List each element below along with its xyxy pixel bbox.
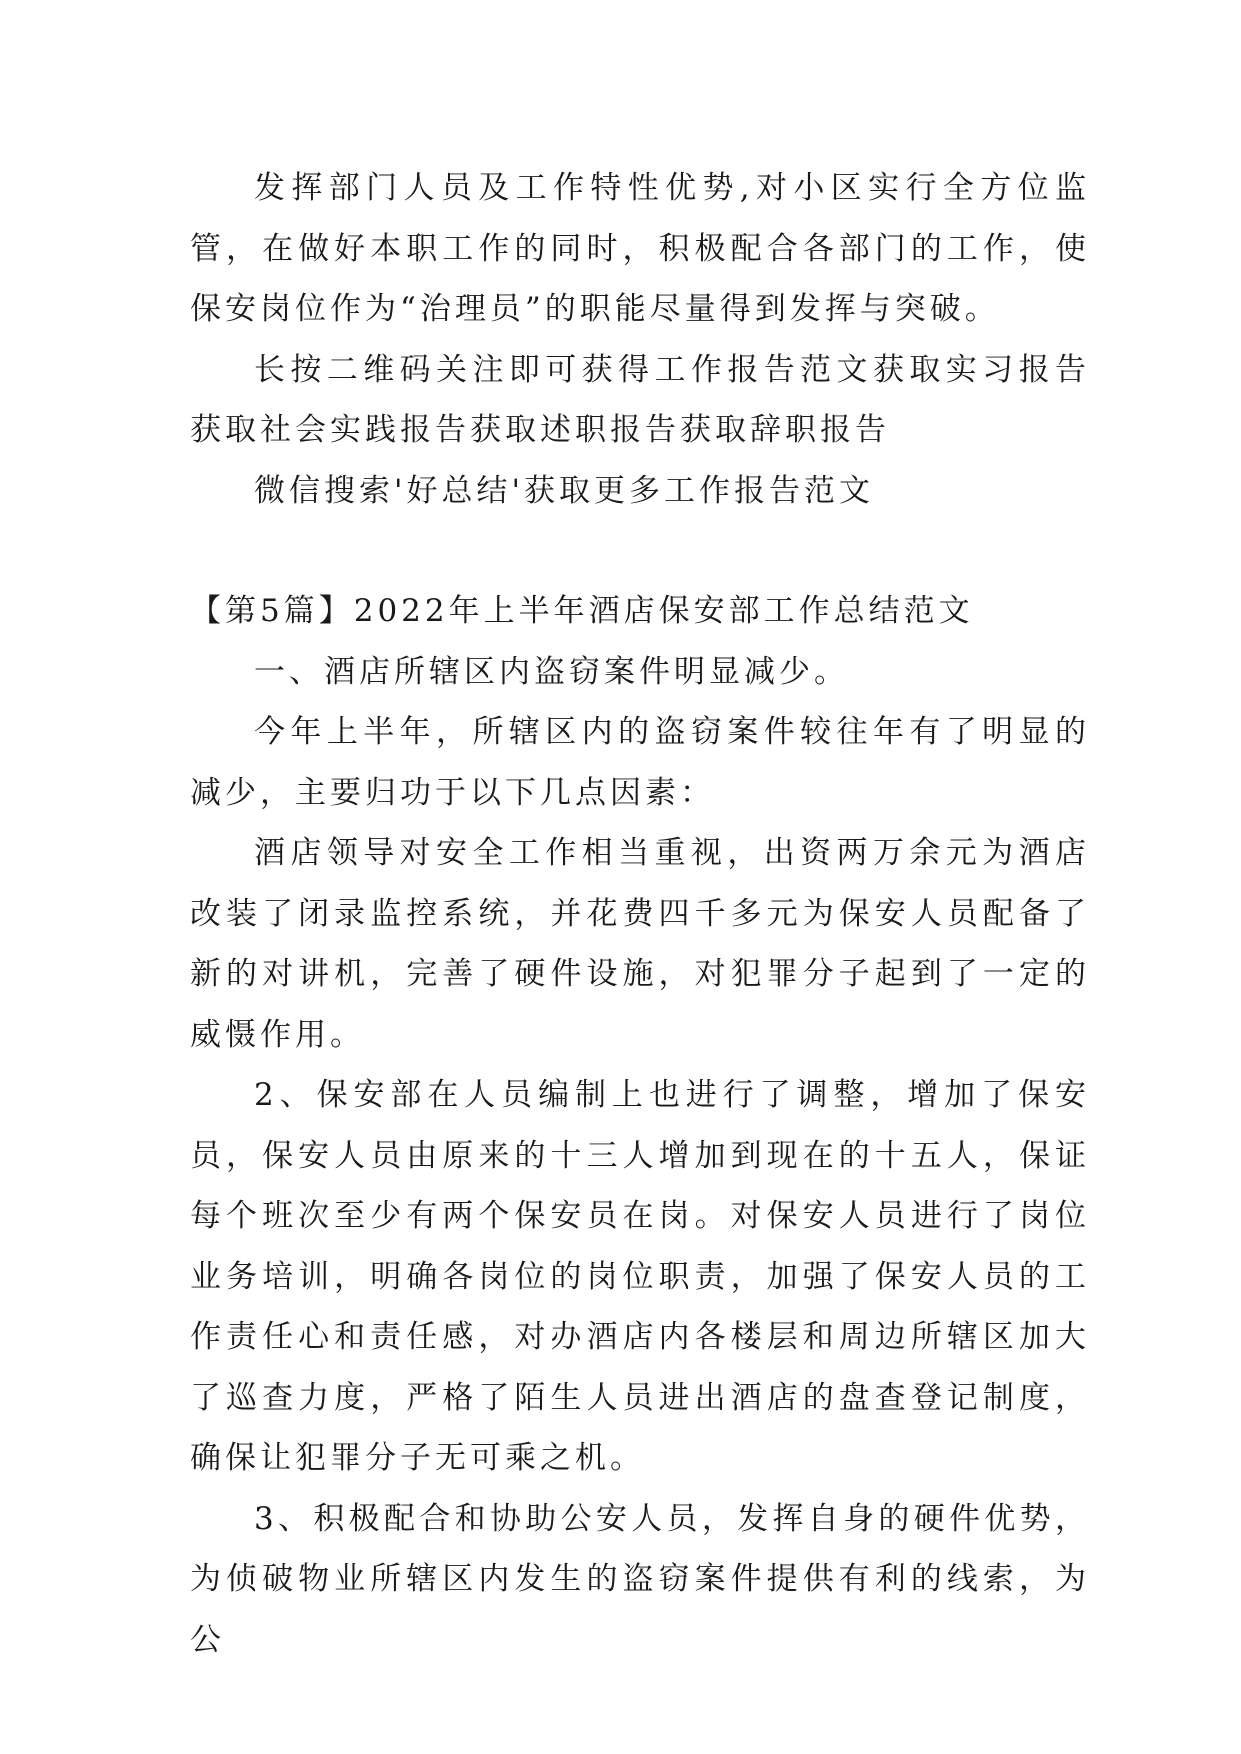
section-title: 【第5篇】2022年上半年酒店保安部工作总结范文 — [190, 593, 974, 629]
document-body — [190, 158, 1090, 1670]
section-spacer — [190, 521, 1090, 581]
paragraph-advantages: 发挥部门人员及工作特性优势,对小区实行全方位监管，在做好本职工作的同时，积极配合各部门的工作，使保安岗位作为“治理员”的职能尽量得到发挥与突破。 — [190, 170, 1090, 327]
paragraph-wechat-promo: 微信搜索'好总结'获取更多工作报告范文 — [254, 472, 875, 509]
paragraph-police-cooperation: 3、积极配合和协助公安人员，发挥自身的硬件优势，为侦破物业所辖区内发生的盗窃案件提供有利的线索，为公 — [190, 1500, 1090, 1658]
paragraph-qr-promo: 长按二维码关注即可获得工作报告范文获取实习报告获取社会实践报告获取述职报告获取辞职报告 — [190, 351, 1090, 448]
paragraph-heading-1: 一、酒店所辖区内盗窃案件明显减少。 — [254, 653, 849, 690]
paragraph-staffing: 2、保安部在人员编制上也进行了调整，增加了保安员，保安人员由原来的十三人增加到现在的十五人，保证每个班次至少有两个保安员在岗。对保安人员进行了岗位业务培训，明确各岗位的岗位职责，加强了保安人员的工作责任心和责任感，对办酒店内各楼层和周边所辖区加大了巡查力度，严格了陌生人员进出酒店的盘查登记制度，确保让犯罪分子无可乘之机。 — [190, 1077, 1090, 1476]
paragraph-leadership: 酒店领导对安全工作相当重视，出资两万余元为酒店改装了闭录监控系统，并花费四千多元为保安人员配备了新的对讲机，完善了硬件设施，对犯罪分子起到了一定的威慑作用。 — [190, 835, 1090, 1053]
paragraph-reasons-intro: 今年上半年，所辖区内的盗窃案件较往年有了明显的减少，主要归功于以下几点因素： — [190, 714, 1090, 811]
